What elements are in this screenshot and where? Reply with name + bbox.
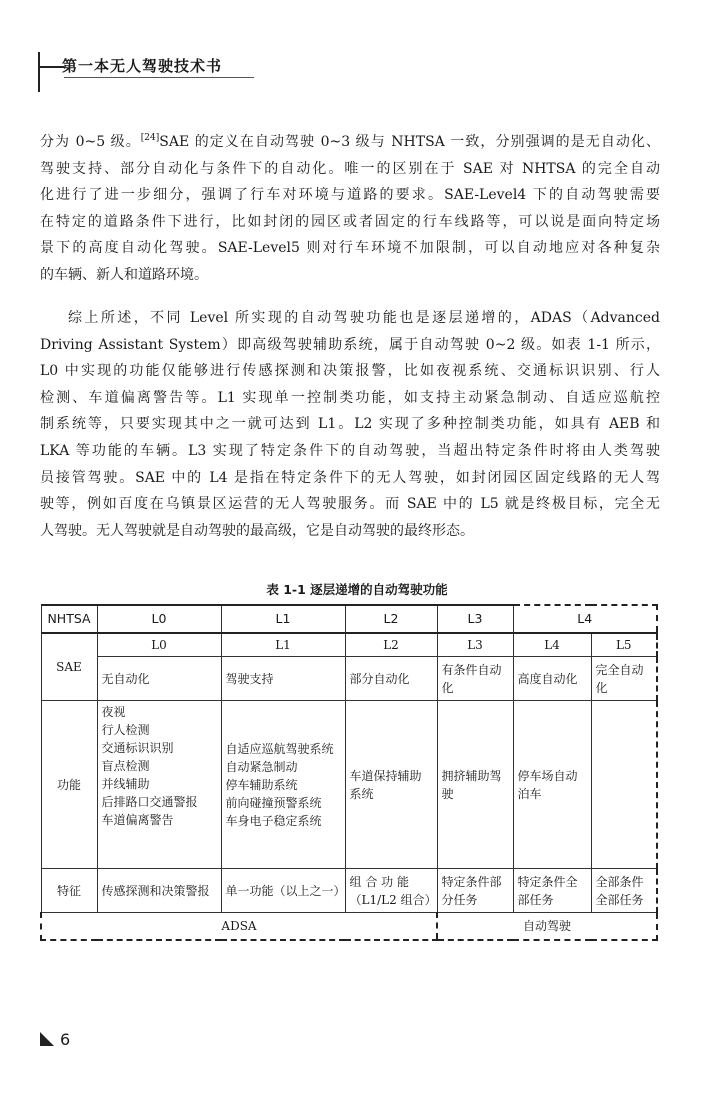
paragraph-2-line: LKA 等功能的车辆。L3 实现了特定条件下的自动驾驶，当超出特定条件时将由人类驾驶 [40, 442, 660, 459]
header-underline [64, 77, 254, 78]
page-footer [40, 1030, 70, 1049]
function-label: 功能 [41, 701, 97, 869]
paragraph-2-line: L0 中实现的功能仅能够进行传感探测和决策报警，比如夜视系统、交通标识识别、行人 [40, 363, 660, 380]
function-item: 盲点检测 [101, 759, 150, 773]
paragraph-1-line: 化进行了进一步细分，强调了行车对环境与道路的要求。SAE-Level4 下的自动驾驶需要 [40, 187, 660, 204]
paragraph-2 [40, 305, 660, 544]
paragraph-1-line: 驾驶支持、部分自动化与条件下的自动化。唯一的区别在于 SAE 对 NHTSA 的完全自动 [40, 160, 660, 177]
category-row [41, 913, 657, 941]
paragraph-1-line: 的车辆、新人和道路环境。 [40, 266, 208, 283]
sae-name: 有条件自动化 [437, 657, 513, 701]
feature-label: 特征 [41, 869, 97, 913]
automation-levels-table [40, 604, 658, 941]
function-l3: 拥挤辅助驾驶 [437, 701, 513, 869]
paragraph-1-line-1: 分为 0~5 级。[24]SAE 的定义在自动驾驶 0~3 级与 NHTSA 一致，分别强调的是无自动化、 [40, 133, 660, 150]
sae-level: L5 [591, 633, 657, 657]
function-item: 后排路口交通警报 [101, 795, 198, 809]
sae-level: L1 [221, 633, 345, 657]
nhtsa-level: L4 [513, 605, 657, 633]
function-item: 自动紧急制动 [225, 759, 298, 774]
function-l1-list [221, 701, 345, 869]
sae-level: L2 [345, 633, 437, 657]
page-corner-icon [40, 1032, 54, 1046]
function-l2: 车道保持辅助系统 [345, 701, 437, 869]
adsa-span: ADSA [41, 913, 437, 941]
book-title: 第一本无人驾驶技术书 [62, 57, 223, 75]
nhtsa-label: NHTSA [41, 605, 97, 633]
feature-value: 全部条件全部任务 [591, 869, 657, 913]
feature-value: 特定条件部分任务 [437, 869, 513, 913]
function-item: 自适应巡航驾驶系统 [225, 741, 334, 756]
feature-value: 特定条件全部任务 [513, 869, 591, 913]
sae-level: L3 [437, 633, 513, 657]
autonomous-driving-span: 自动驾驶 [437, 913, 657, 941]
paragraph-2-line: 驶等，例如百度在乌镇景区运营的无人驾驶服务。而 SAE 中的 L5 就是终极目标，完全无 [40, 496, 660, 513]
nhtsa-level: L0 [97, 605, 221, 633]
paragraph-2-line: 制系统等，只要实现其中之一就可达到 L1。L2 实现了多种控制类功能，如具有 AEB 和 [40, 416, 660, 433]
feature-value: 组 合 功 能（L1/L2 组合） [345, 869, 437, 913]
sae-level: L0 [97, 633, 221, 657]
paragraph-2-line: 员接管驾驶。SAE 中的 L4 是指在特定条件下的无人驾驶，如封闭园区固定线路的无人驾 [40, 469, 660, 486]
paragraph-1-line: 在特定的道路条件下进行，比如封闭的园区或者固定的行车线路等，可以说是面向特定场 [40, 213, 660, 230]
feature-row [41, 869, 657, 913]
function-item: 并线辅助 [101, 777, 150, 791]
paragraph-2-line: 综上所述，不同 Level 所实现的自动驾驶功能也是逐层递增的，ADAS（Advanced [68, 310, 660, 326]
citation: [24] [140, 133, 160, 143]
paragraph-1 [40, 125, 660, 289]
feature-value: 传感探测和决策警报 [97, 869, 221, 913]
header-vertical-rule [38, 52, 40, 92]
function-l4: 停车场自动泊车 [513, 701, 591, 869]
nhtsa-level: L1 [221, 605, 345, 633]
function-item: 交通标识识别 [101, 741, 174, 755]
sae-level-row [41, 633, 657, 657]
sae-name: 高度自动化 [513, 657, 591, 701]
nhtsa-level: L3 [437, 605, 513, 633]
function-l5 [591, 701, 657, 869]
function-item: 停车辅助系统 [225, 777, 298, 792]
header-horizontal-mark [40, 66, 64, 68]
function-l0-list [97, 701, 221, 869]
nhtsa-row [41, 605, 657, 633]
sae-label: SAE [41, 633, 97, 701]
page-number: 6 [60, 1030, 71, 1049]
function-item: 前向碰撞预警系统 [225, 795, 322, 810]
function-item: 车身电子稳定系统 [225, 813, 322, 828]
function-row [41, 701, 657, 869]
function-item: 行人检测 [101, 723, 150, 737]
sae-name: 部分自动化 [345, 657, 437, 701]
paragraph-2-line: 检测、车道偏离警告等。L1 实现单一控制类功能，如支持主动紧急制动、自适应巡航控 [40, 389, 660, 406]
feature-value: 单一功能（以上之一） [221, 869, 345, 913]
sae-level: L4 [513, 633, 591, 657]
table-caption: 表 1-1 逐层递增的自动驾驶功能 [266, 582, 448, 597]
paragraph-2-line: Driving Assistant System）即高级驾驶辅助系统，属于自动驾驶 0~2 级。如表 1-1 所示， [40, 336, 660, 353]
sae-name: 驾驶支持 [221, 657, 345, 701]
running-header [38, 52, 678, 92]
sae-name: 无自动化 [97, 657, 221, 701]
sae-name: 完全自动化 [591, 657, 657, 701]
paragraph-2-line: 人驾驶。无人驾驶就是自动驾驶的最高级，它是自动驾驶的最终形态。 [40, 522, 474, 539]
function-item: 夜视 [101, 705, 126, 719]
paragraph-1-line: 景下的高度自动化驾驶。SAE-Level5 则对行车环境不加限制，可以自动地应对各种复杂 [40, 240, 660, 257]
nhtsa-level: L2 [345, 605, 437, 633]
function-item: 车道偏离警告 [101, 813, 174, 827]
sae-name-row [41, 657, 657, 701]
